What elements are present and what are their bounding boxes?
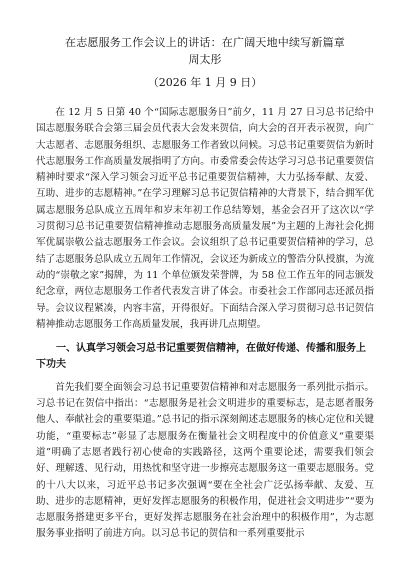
section-heading: 一、认真学习领会习总书记重要贺信精神，在做好传递、传播和服务上下功夫 xyxy=(36,343,366,371)
intro-paragraph: 在 12 月 5 日第 40 个“国际志愿服务日”前夕，11 月 27 日习总书记给中国志愿服务联合会第三届会员代表大会发来贺信，向大会的召开表示祝贺，向广大志愿者、志愿服务组织、志愿服务工作者致以问候。习总书记重要贺信为新时代志愿服务工作高质量发展指明了方向。市委常委会传达学习习总书记重要贺信精神时要求“深入学习领会习近平总书记重要贺信精神，大力弘扬奉献、友爱、互助、进步的志愿精神。”在学习理解习总书记贺信精神的大背景下，结合拥军优属志愿服务总队成立五周年和岁末年初工作总结筹划，基金会召开了这次以“学习贯彻习总书记重要贺信精神推动志愿服务高质量发展”为主题的上海社会化拥军优属崇敬公益志愿服务工作会议。会议组织了总书记重要贺信精神的学习，总结了志愿服务总队成立五周年工作情况，会议还为新成立的警浩分队授旗，为流动的“崇敬之家”揭牌，为 11 个单位颁发荣誉牌，为 58 位工作五年的同志颁发纪念章，两位志愿服务工作者代表发言讲了体会。市委社会工作部同志还派员指导。会议议程紧凑，内容丰富，开得很好。下面结合深入学习贯彻习总书记贺信精神推动志愿服务工作高质量发展，我再讲几点期望。 xyxy=(36,107,374,330)
document-title-line-1 xyxy=(36,34,374,51)
document-date: （2026 年 1 月 9 日） xyxy=(147,76,263,89)
section-paragraph: 首先我们要全面领会习总书记重要贺信精神和对志愿服务一系列批示指示。习总书记在贺信中指出：“志愿服务是社会文明进步的重要标志，是志愿者服务他人、奉献社会的重要渠道。”总书记的指示深刻阐述志愿服务的核心定位和关键功能，“重要标志”彰显了志愿服务在衡量社会文明程度中的价值意义“重要渠道”明确了志愿者践行初心使命的实践路径，这两个重要论述，需要我们领会好、理解透、见行动，用热忱和坚守进一步擦亮志愿服务这一重要志愿服务。党的十八大以来，习近平总书记多次强调“要在全社会广泛弘扬奉献、友爱、互助、进步的志愿精神，更好发挥志愿服务的积极作用，促进社会文明进步”“要为志愿服务搭建更多平台，更好发挥志愿服务在社会治理中的积极作用”，为志愿服务事业指明了前进方向。以习总书记的贺信和一系列重要批示 xyxy=(36,381,374,540)
document-author: 周太彤 xyxy=(188,53,222,66)
document-title: 在志愿服务工作会议上的讲话：在广阔天地中续写新篇章 xyxy=(65,36,345,49)
